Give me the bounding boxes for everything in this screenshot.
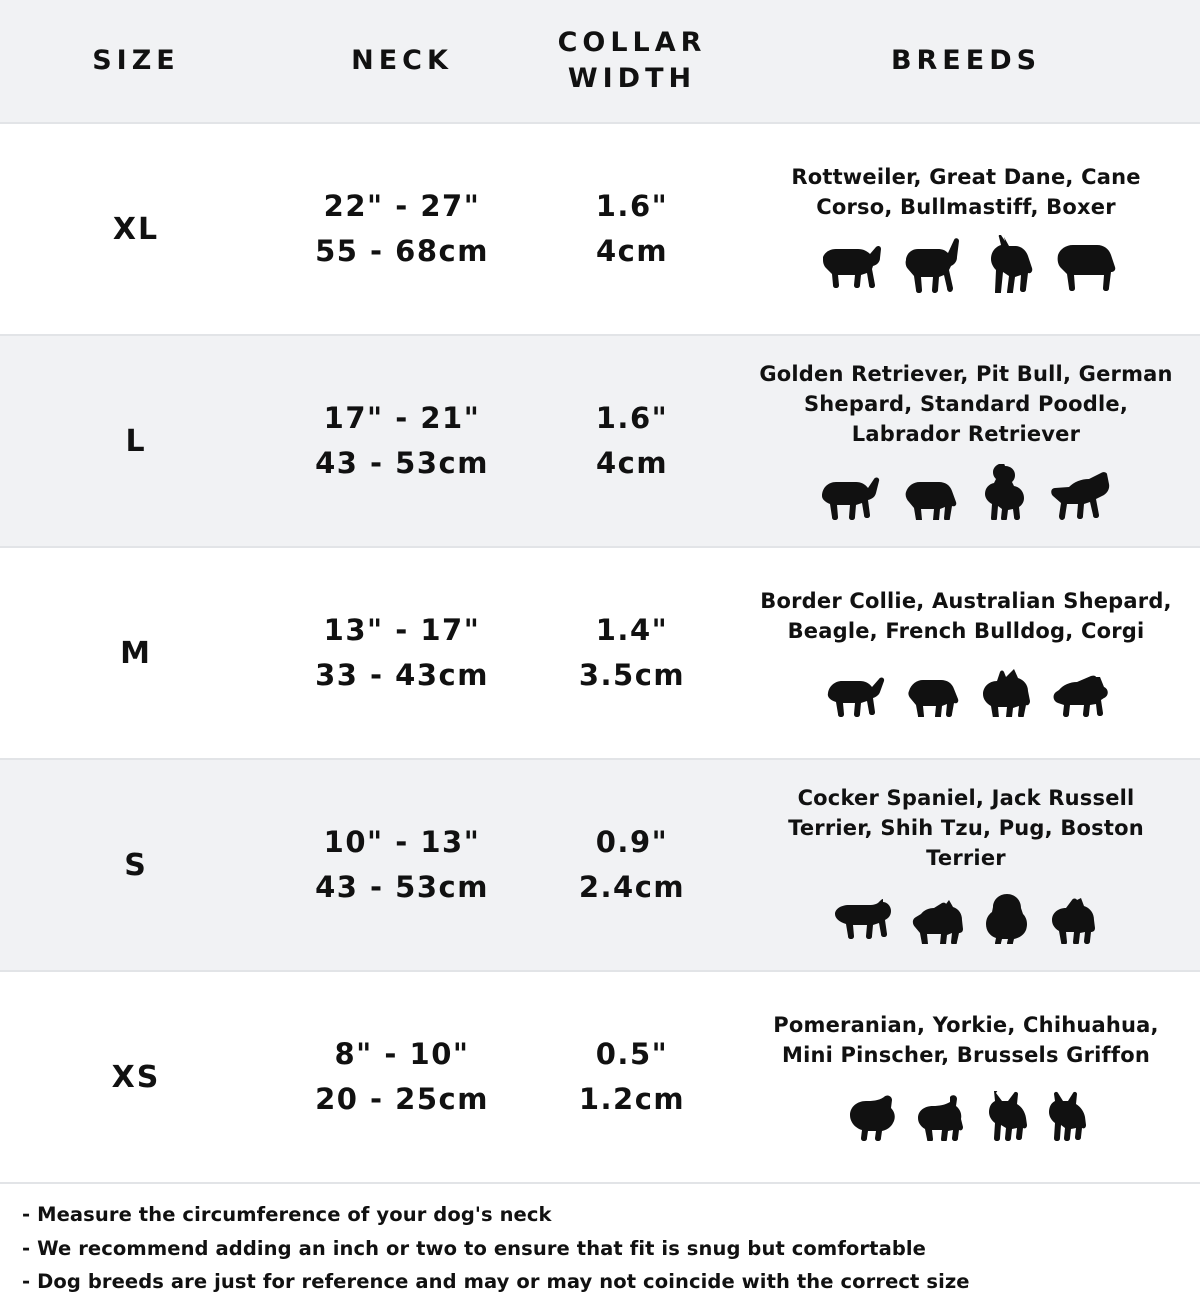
neck-inches: 13" - 17"	[323, 613, 481, 648]
neck-cm: 43 - 53cm	[315, 870, 489, 904]
collar-width-line2: WIDTH	[567, 63, 697, 94]
cell-neck	[272, 971, 532, 1183]
cell-breeds	[732, 971, 1200, 1183]
chihuahua-icon	[982, 1091, 1030, 1141]
corgi-icon	[1048, 675, 1108, 717]
golden-retriever-icon	[819, 472, 885, 520]
notes-section	[0, 1184, 1200, 1294]
pug-icon	[1049, 896, 1099, 944]
collar-width-line1: COLLAR	[557, 26, 707, 58]
cell-size: S	[0, 759, 272, 971]
width-inches: 0.9"	[595, 825, 669, 860]
cell-breeds	[732, 759, 1200, 971]
neck-cm: 55 - 68cm	[315, 234, 489, 268]
cell-collar-width	[532, 547, 732, 759]
neck-inches: 8" - 10"	[334, 1037, 470, 1072]
cell-collar-width	[532, 123, 732, 335]
table-row	[0, 335, 1200, 547]
breeds-list: Pomeranian, Yorkie, Chihuahua, Mini Pinscher, Brussels Griffon	[773, 1013, 1159, 1067]
width-inches: 1.6"	[595, 189, 669, 224]
breeds-list: Cocker Spaniel, Jack Russell Terrier, Shih Tzu, Pug, Boston Terrier	[788, 786, 1144, 870]
cell-size: L	[0, 335, 272, 547]
breeds-list: Golden Retriever, Pit Bull, German Shepard, Standard Poodle, Labrador Retriever	[759, 362, 1173, 446]
cell-size: XS	[0, 971, 272, 1183]
jack-russell-icon	[909, 896, 965, 944]
breed-icon-row	[756, 655, 1176, 717]
beagle-icon	[904, 671, 964, 717]
cell-neck	[272, 759, 532, 971]
cell-collar-width	[532, 335, 732, 547]
breed-icon-row	[756, 458, 1176, 520]
doberman-icon	[980, 235, 1036, 293]
table-row	[0, 547, 1200, 759]
column-header-size: SIZE	[0, 0, 272, 123]
shih-tzu-icon	[981, 892, 1033, 944]
table-body	[0, 123, 1200, 1183]
cell-breeds	[732, 123, 1200, 335]
neck-cm: 20 - 25cm	[315, 1082, 489, 1116]
table-row	[0, 759, 1200, 971]
cell-collar-width	[532, 971, 732, 1183]
table-row	[0, 123, 1200, 335]
column-header-collar-width	[532, 0, 732, 123]
neck-cm: 33 - 43cm	[315, 658, 489, 692]
bullmastiff-icon	[1052, 239, 1116, 293]
breed-icon-row	[756, 1079, 1176, 1141]
width-inches: 1.6"	[595, 401, 669, 436]
cell-neck	[272, 335, 532, 547]
table-row	[0, 971, 1200, 1183]
border-collie-icon	[824, 673, 888, 717]
breeds-list: Rottweiler, Great Dane, Cane Corso, Bullmastiff, Boxer	[791, 165, 1141, 219]
neck-inches: 10" - 13"	[323, 825, 481, 860]
german-shepherd-icon	[1047, 468, 1113, 520]
cell-size: XL	[0, 123, 272, 335]
width-inches: 1.4"	[595, 613, 669, 648]
width-cm: 4cm	[595, 446, 669, 480]
width-cm: 2.4cm	[578, 870, 686, 904]
breeds-list: Border Collie, Australian Shepard, Beagle, French Bulldog, Corgi	[760, 589, 1172, 643]
cocker-spaniel-icon	[833, 898, 893, 944]
column-header-neck: NECK	[272, 0, 532, 123]
width-cm: 1.2cm	[578, 1082, 686, 1116]
rottweiler-icon	[816, 239, 886, 293]
cell-breeds	[732, 335, 1200, 547]
column-header-breeds: BREEDS	[732, 0, 1200, 123]
breed-icon-row	[756, 882, 1176, 944]
note-line: - Measure the circumference of your dog's neck	[22, 1203, 552, 1226]
poodle-icon	[979, 464, 1031, 520]
cell-neck	[272, 547, 532, 759]
cell-collar-width	[532, 759, 732, 971]
french-bulldog-icon	[980, 667, 1032, 717]
cell-neck	[272, 123, 532, 335]
neck-cm: 43 - 53cm	[315, 446, 489, 480]
neck-inches: 22" - 27"	[323, 189, 481, 224]
table-header	[0, 0, 1200, 123]
width-cm: 3.5cm	[578, 658, 686, 692]
pit-bull-icon	[901, 472, 963, 520]
note-line: - Dog breeds are just for reference and may or may not coincide with the correct size	[22, 1270, 970, 1294]
yorkie-icon	[914, 1093, 966, 1141]
cell-size: M	[0, 547, 272, 759]
note-line: - We recommend adding an inch or two to ensure that fit is snug but comfortable	[22, 1236, 926, 1260]
cell-breeds	[732, 547, 1200, 759]
neck-inches: 17" - 21"	[323, 401, 481, 436]
breed-icon-row	[756, 231, 1176, 293]
mini-pinscher-icon	[1046, 1091, 1092, 1141]
width-inches: 0.5"	[595, 1037, 669, 1072]
pomeranian-icon	[840, 1093, 898, 1141]
great-dane-icon	[902, 237, 964, 293]
width-cm: 4cm	[595, 234, 669, 268]
